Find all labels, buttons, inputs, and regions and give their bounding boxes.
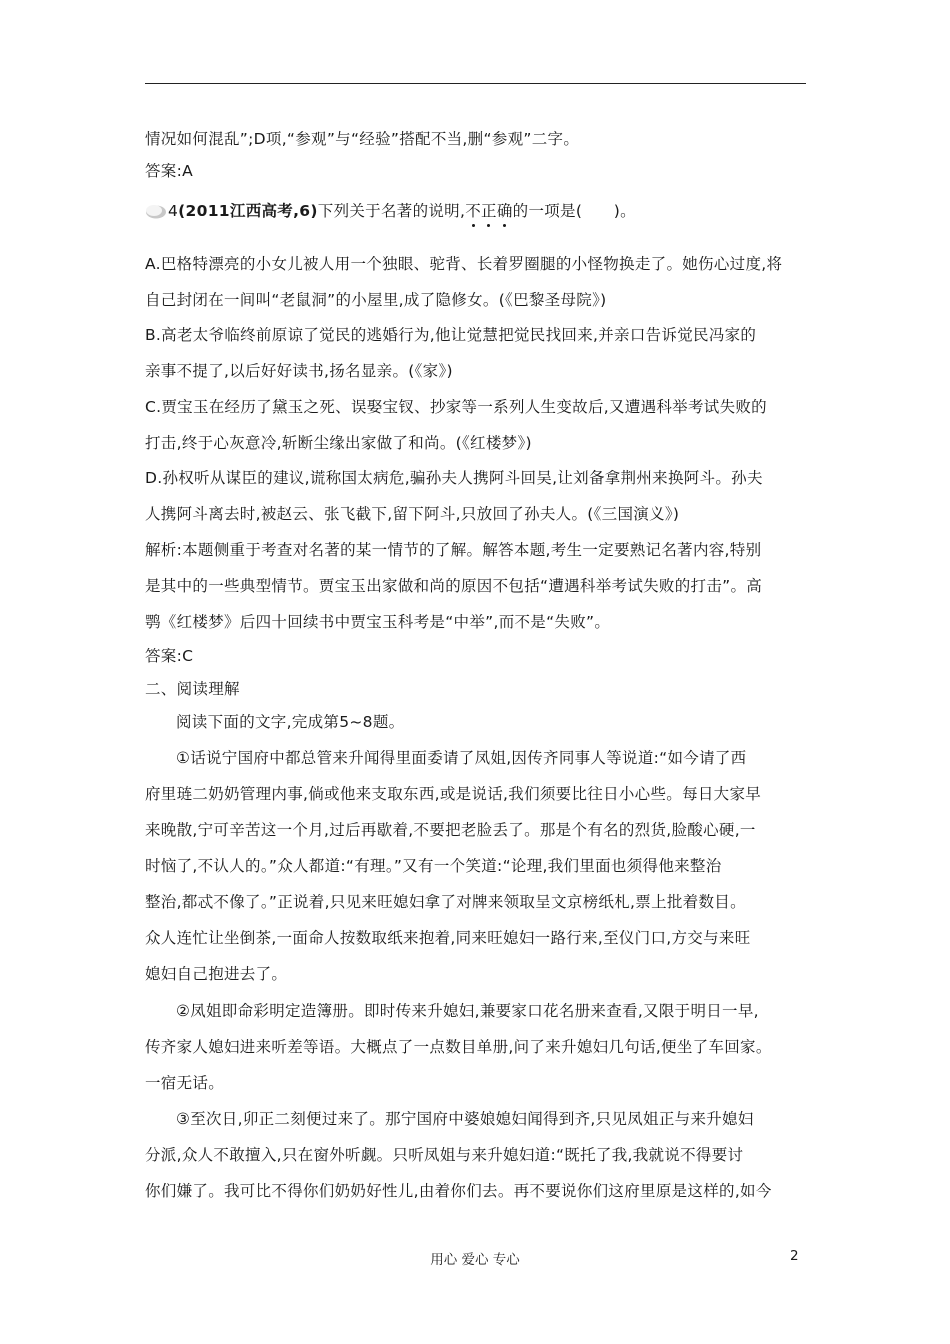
- section-heading: 二、阅读理解: [145, 680, 240, 698]
- option-d-line: 人携阿斗离去时,被赵云、张飞截下,留下阿斗,只放回了孙夫人。(《三国演义》): [145, 505, 680, 523]
- reading-instruction: 阅读下面的文字,完成第5~8题。: [176, 713, 405, 731]
- emphasis-char: 正: [481, 202, 497, 220]
- question-number: 4: [168, 202, 179, 220]
- paragraph-1-line: 媳妇自己抱进去了。: [145, 965, 288, 983]
- emphasis-char: 确: [496, 202, 513, 220]
- option-d-line: D.孙权听从谋臣的建议,谎称国太病危,骗孙夫人携阿斗回吴,让刘备拿荆州来换阿斗。孙夫: [145, 469, 763, 487]
- paragraph-2-line: ②凤姐即命彩明定造簿册。即时传来升媳妇,兼要家口花名册来查看,又限于明日一早,: [176, 1002, 759, 1020]
- paragraph-3-line: 分派,众人不敢擅入,只在窗外听觑。只听凤姐与来升媳妇道:“既托了我,我就说不得要讨: [145, 1146, 744, 1164]
- paragraph-2-line: 传齐家人媳妇进来听差等语。大概点了一点数目单册,问了来升媳妇几句话,便坐了车回家。: [145, 1038, 772, 1056]
- option-b-line: 亲事不提了,以后好好读书,扬名显亲。(《家》): [145, 362, 453, 380]
- option-b-line: B.高老太爷临终前原谅了觉民的逃婚行为,他让觉慧把觉民找回来,并亲口告诉觉民冯家的: [145, 326, 757, 344]
- question-marker-icon: [145, 203, 167, 219]
- question-suffix: 的一项是( )。: [512, 202, 636, 220]
- option-a-line: 自己封闭在一间叫“老鼠洞”的小屋里,成了隐修女。(《巴黎圣母院》): [145, 291, 607, 309]
- header-rule: [145, 83, 806, 84]
- emphasis-char: 不: [465, 202, 482, 220]
- answer-c: 答案:C: [145, 647, 194, 665]
- paragraph-1-line: 时恼了,不认人的。”众人都道:“有理。”又有一个笑道:“论理,我们里面也须得他来整治: [145, 857, 722, 875]
- footer-motto: 用心 爱心 专心: [430, 1252, 520, 1268]
- analysis-line: 是其中的一些典型情节。贾宝玉出家做和尚的原因不包括“遭遇科举考试失败的打击”。高: [145, 577, 763, 595]
- question-prefix: 下列关于名著的说明,: [317, 202, 466, 220]
- paragraph-2-line: 一宿无话。: [145, 1074, 225, 1092]
- analysis-line: 鹗《红楼梦》后四十回续书中贾宝玉科考是“中举”,而不是“失败”。: [145, 613, 611, 631]
- analysis-line: 解析:本题侧重于考查对名著的某一情节的了解。解答本题,考生一定要熟记名著内容,特别: [145, 541, 762, 559]
- answer-a: 答案:A: [145, 162, 194, 180]
- option-c-line: C.贾宝玉在经历了黛玉之死、误娶宝钗、抄家等一系列人生变故后,又遭遇科举考试失败的: [145, 398, 767, 416]
- paragraph-3-line: 你们嫌了。我可比不得你们奶奶好性儿,由着你们去。再不要说你们这府里原是这样的,如今: [145, 1182, 772, 1200]
- option-a-line: A.巴格特漂亮的小女儿被人用一个独眼、驼背、长着罗圈腿的小怪物换走了。她伤心过度,将: [145, 255, 783, 273]
- page-number: 2: [790, 1248, 799, 1264]
- paragraph-1-line: 府里琏二奶奶管理内事,倘或他来支取东西,或是说话,我们须要比往日小心些。每日大家早: [145, 785, 762, 803]
- paragraph-1-line: 众人连忙让坐倒茶,一面命人按数取纸来抱着,同来旺媳妇一路行来,至仪门口,方交与来旺: [145, 929, 751, 947]
- option-c-line: 打击,终于心灰意冷,斩断尘缘出家做了和尚。(《红楼梦》): [145, 434, 532, 452]
- question-source: (2011江西高考,6): [178, 202, 318, 220]
- paragraph-1-line: 整治,都忒不像了。”正说着,只见来旺媳妇拿了对牌来领取呈文京榜纸札,票上批着数目。: [145, 893, 746, 911]
- question-4: [145, 200, 810, 222]
- paragraph-1-line: ①话说宁国府中都总管来升闻得里面委请了凤姐,因传齐同事人等说道:“如今请了西: [176, 749, 747, 767]
- paragraph-3-line: ③至次日,卯正二刻便过来了。那宁国府中婆娘媳妇闻得到齐,只见凤姐正与来升媳妇: [176, 1110, 754, 1128]
- paragraph-1-line: 来晚散,宁可辛苦这一个月,过后再歇着,不要把老脸丢了。那是个有名的烈货,脸酸心硬,一: [145, 821, 756, 839]
- text-line: 情况如何混乱”;D项,“参观”与“经验”搭配不当,删“参观”二字。: [145, 130, 580, 148]
